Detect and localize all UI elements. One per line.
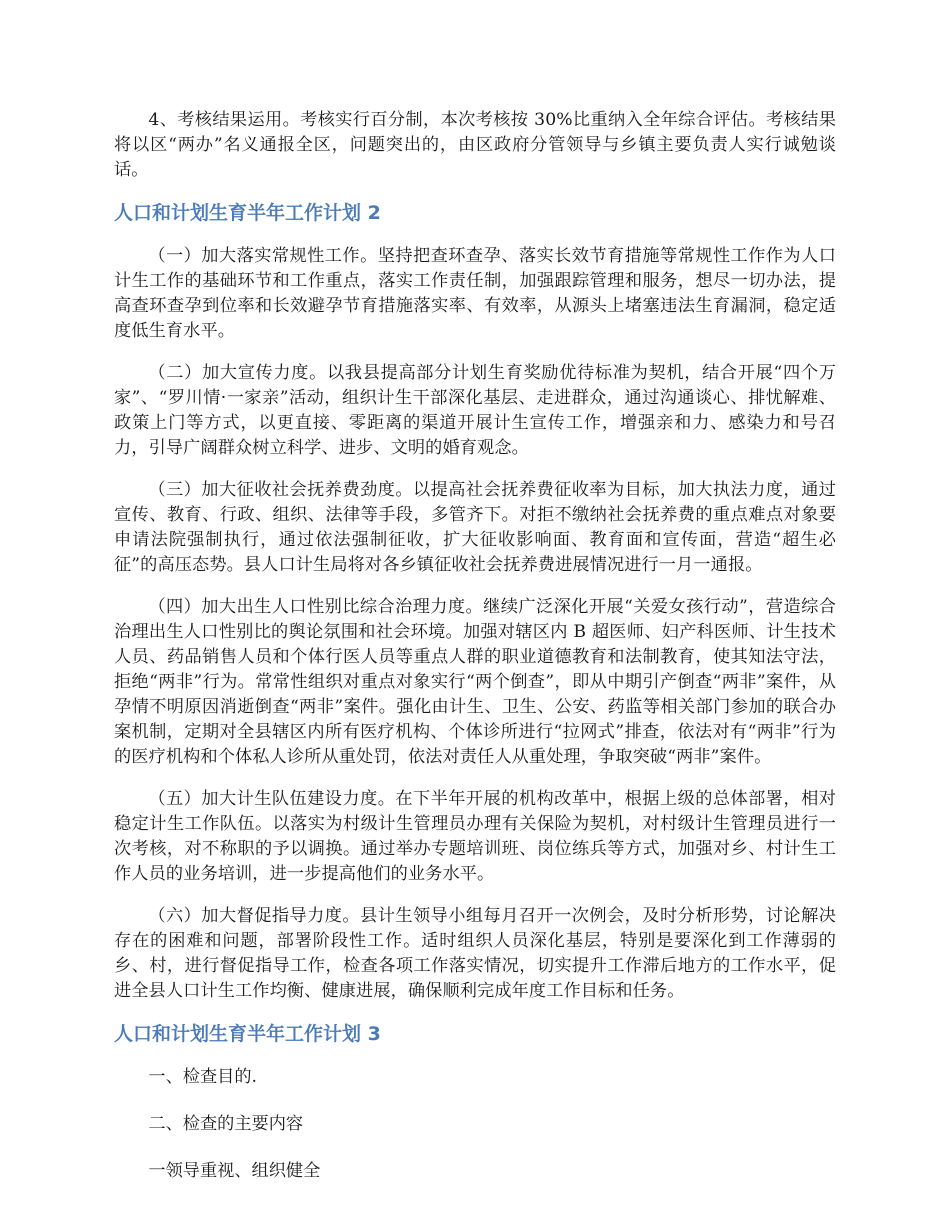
section-heading-2: 人口和计划生育半年工作计划 2 <box>114 202 381 224</box>
document-page <box>114 108 836 1206</box>
list-item-inspection-content: 二、检查的主要内容 <box>148 1114 304 1134</box>
paragraph-sex-ratio: （四）加大出生人口性别比综合治理力度。继续广泛深化开展“关爱女孩行动”，营造综合治理出生人口性别比的舆论氛围和社会环境。加强对辖区内 B 超医师、妇产科医师、计生技术人员、药品销售人员和个体行医人员等重点人群的职业道德教育和法制教育，使其知法守法，拒绝“两非”行为。常常性组织对重点对象实行“两个倒查”，即从中期引产倒查“两非”案件，从孕情不明原因消逝倒查“两非”案件。强化由计生、卫生、公安、药监等相关部门参加的联合办案机制，定期对全县辖区内所有医疗机构、个体诊所进行“拉网式”排查，依法对有“两非”行为的医疗机构和个体私人诊所从重处罚，依法对责任人从重处理，争取突破“两非”案件。 <box>114 597 836 767</box>
list-item-inspection-purpose: 一、检查目的. <box>148 1067 257 1087</box>
paragraph-fee-collection: （三）加大征收社会抚养费劲度。以提高社会抚养费征收率为目标，加大执法力度，通过宣传、教育、行政、组织、法律等手段，多管齐下。对拒不缴纳社会抚养费的重点难点对象要申请法院强制执行，通过依法强制征收，扩大征收影响面、教育面和宣传面，营造“超生必征”的高压态势。县人口计生局将对各乡镇征收社会抚养费进展情况进行一月一通报。 <box>114 480 836 575</box>
paragraph-routine-work: （一）加大落实常规性工作。坚持把查环查孕、落实长效节育措施等常规性工作作为人口计生工作的基础环节和工作重点，落实工作责任制，加强跟踪管理和服务，想尽一切办法，提高查环查孕到位率和长效避孕节育措施落实率、有效率，从源头上堵塞违法生育漏洞，稳定适度低生育水平。 <box>114 246 836 341</box>
paragraph-assessment-result: 4、考核结果运用。考核实行百分制，本次考核按 30%比重纳入全年综合评估。考核结果将以区“两办”名义通报全区，问题突出的，由区政府分管领导与乡镇主要负责人实行诚勉谈话。 <box>114 110 836 180</box>
paragraph-publicity: （二）加大宣传力度。以我县提高部分计划生育奖励优待标准为契机，结合开展“四个万家”、“罗川情·一家亲”活动，组织计生干部深化基层、走进群众，通过沟通谈心、排忧解难、政策上门等方式，以更直接、零距离的渠道开展计生宣传工作，增强亲和力、感染力和号召力，引导广阔群众树立科学、进步、文明的婚育观念。 <box>114 363 836 458</box>
paragraph-team-building: （五）加大计生队伍建设力度。在下半年开展的机构改革中，根据上级的总体部署，相对稳定计生工作队伍。以落实为村级计生管理员办理有关保险为契机，对村级计生管理员进行一次考核，对不称职的予以调换。通过举办专题培训班、岗位练兵等方式，加强对乡、村计生工作人员的业务培训，进一步提高他们的业务水平。 <box>114 789 836 884</box>
paragraph-supervision: （六）加大督促指导力度。县计生领导小组每月召开一次例会，及时分析形势，讨论解决存在的困难和问题，部署阶段性工作。适时组织人员深化基层，特别是要深化到工作薄弱的乡、村，进行督促指导工作，检查各项工作落实情况，切实提升工作滞后地方的工作水平，促进全县人口计生工作均衡、健康进展，确保顺利完成年度工作目标和任务。 <box>114 906 836 1001</box>
section-heading-3: 人口和计划生育半年工作计划 3 <box>114 1023 381 1045</box>
list-item-leadership: 一领导重视、组织健全 <box>148 1161 321 1181</box>
